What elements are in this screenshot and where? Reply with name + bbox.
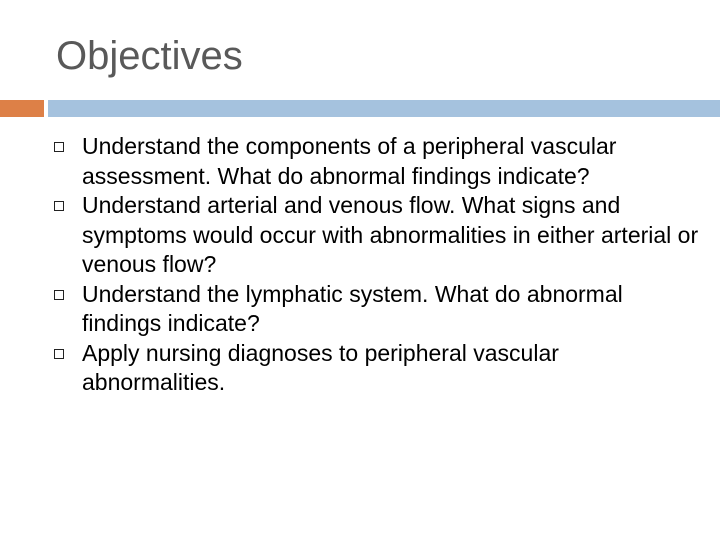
bullet-text: Apply nursing diagnoses to peripheral vascular abnormalities. (82, 339, 559, 395)
hollow-square-icon (54, 290, 64, 300)
hollow-square-icon (54, 201, 64, 211)
bullet-text: Understand the lymphatic system. What do abnormal findings indicate? (82, 280, 623, 336)
bullet-item (54, 339, 704, 398)
hollow-square-icon (54, 349, 64, 359)
bullet-text: Understand arterial and venous flow. What signs and symptoms would occur with abnormalities in either arterial or venous flow? (82, 192, 699, 277)
bullet-item (54, 280, 704, 339)
bullet-text: Understand the components of a peripheral vascular assessment. What do abnormal findings indicate? (82, 133, 617, 189)
hollow-square-icon (54, 142, 64, 152)
bullet-list (54, 132, 704, 398)
accent-bar (0, 100, 44, 117)
slide-title: Objectives (56, 34, 243, 78)
bullet-item (54, 191, 704, 280)
bullet-item (54, 132, 704, 191)
title-rule-bar (48, 100, 720, 117)
